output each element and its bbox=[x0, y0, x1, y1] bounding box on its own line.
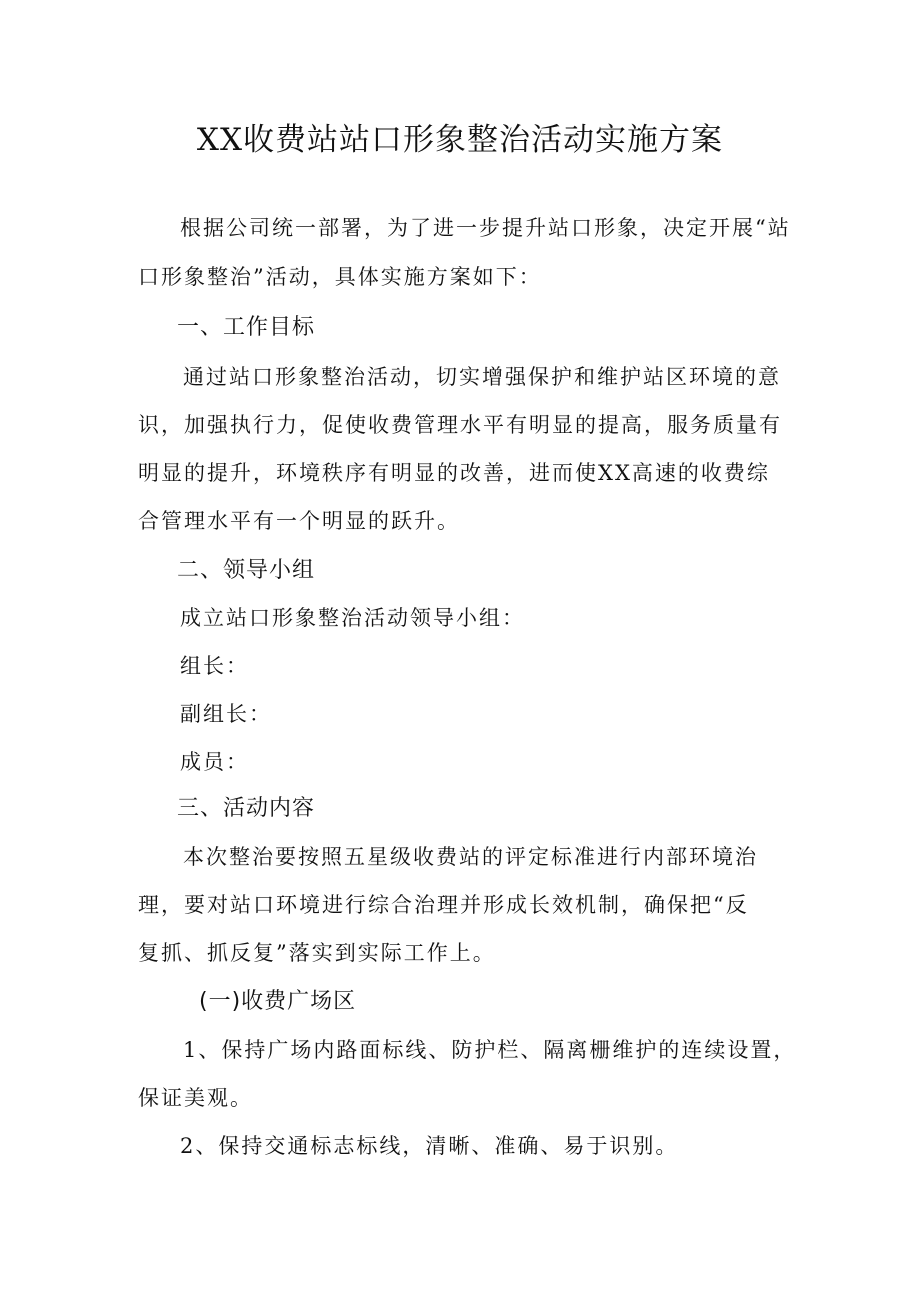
leadership-line-1: 成立站口形象整治活动领导小组： bbox=[180, 606, 525, 630]
goals-line-3: 明显的提升，环境秩序有明显的改善，进而使XX高速的收费综 bbox=[138, 461, 770, 485]
activities-line-1: 本次整治要按照五星级收费站的评定标准进行内部环境治 bbox=[183, 845, 758, 869]
intro-line-1: 根据公司统一部署，为了进一步提升站口形象，决定开展“站 bbox=[180, 216, 791, 240]
activities-line-3: 复抓、抓反复”落实到实际工作上。 bbox=[138, 941, 496, 965]
leadership-deputy: 副组长： bbox=[180, 702, 272, 726]
document-title: XX收费站站口形象整治活动实施方案 bbox=[196, 122, 724, 158]
section-heading-activities: 三、活动内容 bbox=[177, 796, 316, 821]
goals-line-2: 识，加强执行力，促使收费管理水平有明显的提高，服务质量有 bbox=[138, 413, 782, 437]
plaza-item-1-continued: 保证美观。 bbox=[138, 1086, 253, 1110]
section-heading-leadership: 二、领导小组 bbox=[177, 558, 316, 583]
leadership-members: 成员： bbox=[180, 750, 249, 774]
plaza-item-1: 1、保持广场内路面标线、防护栏、隔离栅维护的连续设置， bbox=[183, 1038, 797, 1062]
goals-line-1: 通过站口形象整治活动，切实增强保护和维护站区环境的意 bbox=[183, 365, 781, 389]
intro-line-2: 口形象整治”活动，具体实施方案如下： bbox=[138, 265, 542, 289]
activities-line-2: 理，要对站口环境进行综合治理并形成长效机制，确保把“反 bbox=[138, 893, 749, 917]
plaza-item-2: 2、保持交通标志标线，清晰、准确、易于识别。 bbox=[180, 1134, 679, 1158]
goals-line-4: 合管理水平有一个明显的跃升。 bbox=[138, 509, 460, 533]
leadership-leader: 组长： bbox=[180, 654, 249, 678]
section-heading-goals: 一、工作目标 bbox=[177, 315, 316, 340]
subsection-heading-plaza: (一)收费广场区 bbox=[199, 989, 357, 1014]
